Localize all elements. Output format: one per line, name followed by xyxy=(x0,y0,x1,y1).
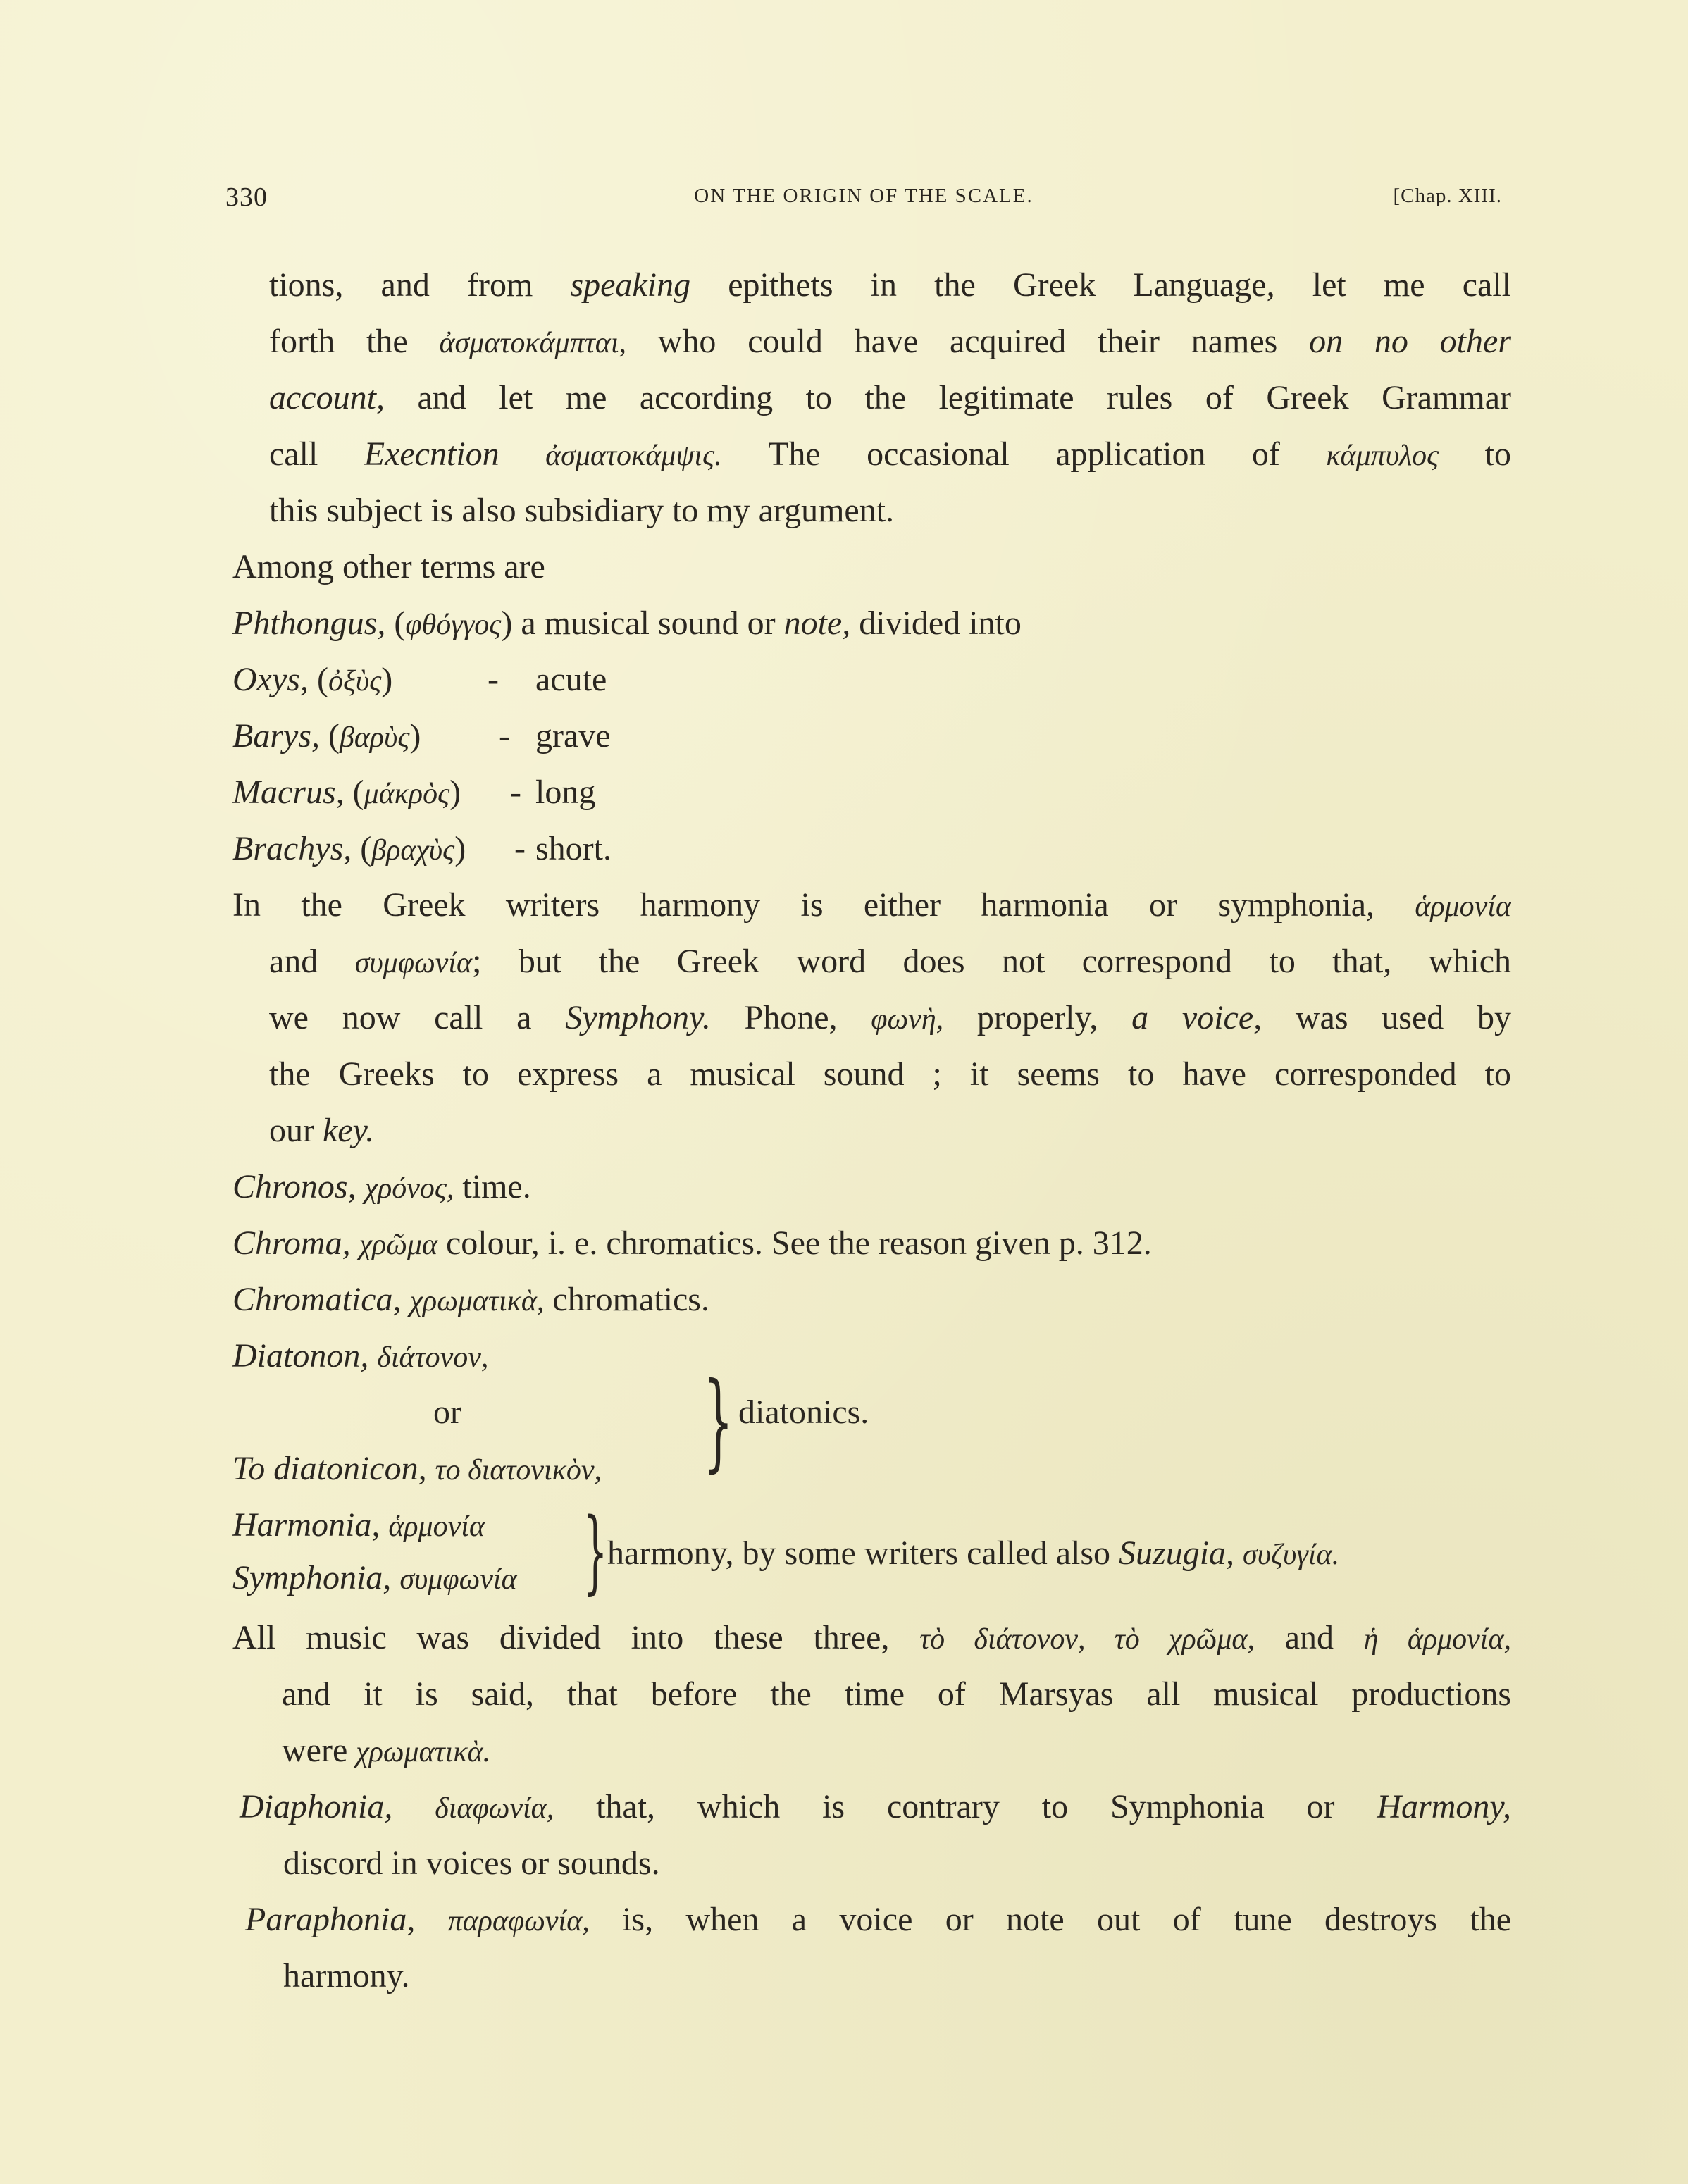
term-oxys: Oxys, (ὀξὺς) - acute xyxy=(232,661,607,698)
harmony-para-line-1: In the Greek writers harmony is either harmonia or symphonia, ἁρμονία xyxy=(232,886,1511,924)
diatonon-line: Diatonon, διάτονον, xyxy=(232,1337,489,1375)
para1-line-2: forth the ἀσματοκάμπται, who could have acquired their names on no other xyxy=(269,323,1511,360)
para1-line-5: this subject is also subsidiary to my argument. xyxy=(269,492,895,529)
harmony-para-line-2: and συμφωνία; but the Greek word does not correspond to that, which xyxy=(269,943,1511,980)
running-header xyxy=(225,182,1502,217)
harmonia-line: Harmonia, ἁρμονία xyxy=(232,1506,485,1544)
term-barys: Barys, (βαρὺς) - grave xyxy=(232,717,611,755)
harmony-para-line-5: our key. xyxy=(269,1112,375,1149)
para1-line-1: tions, and from speaking epithets in the Greek Language, let me call xyxy=(269,266,1511,304)
chromatica-line: Chromatica, χρωματικὰ, chromatics. xyxy=(232,1281,709,1318)
right-brace-harmony: } xyxy=(583,1499,608,1604)
para1-line-4: call Execntion ἀσματοκάμψις. The occasional application of κάμπυλος to xyxy=(269,435,1511,473)
all-music-line-2: and it is said, that before the time of Marsyas all musical productions xyxy=(282,1675,1511,1713)
harmony-note: harmony, by some writers called also Suzugia, συζυγία. xyxy=(607,1534,1340,1572)
or-line: or xyxy=(433,1394,461,1431)
symphonia-line: Symphonia, συμφωνία xyxy=(232,1559,517,1596)
terms-list xyxy=(232,652,1511,877)
term-macrus: Macrus, (μάκρὸς) - long xyxy=(232,774,596,811)
diaphonia-line-1: Diaphonia, διαφωνία, that, which is contrary to Symphonia or Harmony, xyxy=(240,1788,1511,1825)
diatonics-group xyxy=(232,1328,1511,1497)
all-music-line-3: were χρωματικὰ. xyxy=(282,1732,491,1769)
harmony-para-line-3: we now call a Symphony. Phone, φωνὴ, properly, a voice, was used by xyxy=(269,999,1511,1036)
all-music-line-1: All music was divided into these three, τὸ διάτονον, τὸ χρῶμα, and ἡ ἁρμονία, xyxy=(232,1619,1511,1656)
running-title: ON THE ORIGIN OF THE SCALE. xyxy=(694,185,1034,207)
to-diatonicon-line: To diatonicon, το διατονικὸν, xyxy=(232,1450,602,1487)
paraphonia-line-2: harmony. xyxy=(283,1957,410,1994)
page-body xyxy=(232,257,1511,2004)
paraphonia-line-1: Paraphonia, παραφωνία, is, when a voice or note out of tune destroys the xyxy=(245,1901,1511,1938)
term-brachys: Brachys, (βραχὺς) - short. xyxy=(232,830,612,867)
among-other-terms: Among other terms are xyxy=(232,548,545,585)
para1-line-3: account, and let me according to the legitimate rules of Greek Grammar xyxy=(269,379,1511,416)
chapter-label: [Chap. XIII. xyxy=(1393,185,1502,207)
diatonics-label: diatonics. xyxy=(738,1394,869,1431)
chronos-line: Chronos, χρόνος, time. xyxy=(232,1168,531,1205)
harmony-para-line-4: the Greeks to express a musical sound ; it seems to have corresponded to xyxy=(269,1055,1511,1093)
right-brace-diatonics: } xyxy=(703,1360,733,1483)
chroma-line: Chroma, χρῶμα colour, i. e. chromatics. See the reason given p. 312. xyxy=(232,1224,1152,1262)
page-number: 330 xyxy=(225,182,268,212)
diaphonia-line-2: discord in voices or sounds. xyxy=(283,1844,660,1882)
phthongus-line: Phthongus, (φθόγγος) a musical sound or note, divided into xyxy=(232,604,1022,642)
harmony-group xyxy=(232,1497,1511,1610)
